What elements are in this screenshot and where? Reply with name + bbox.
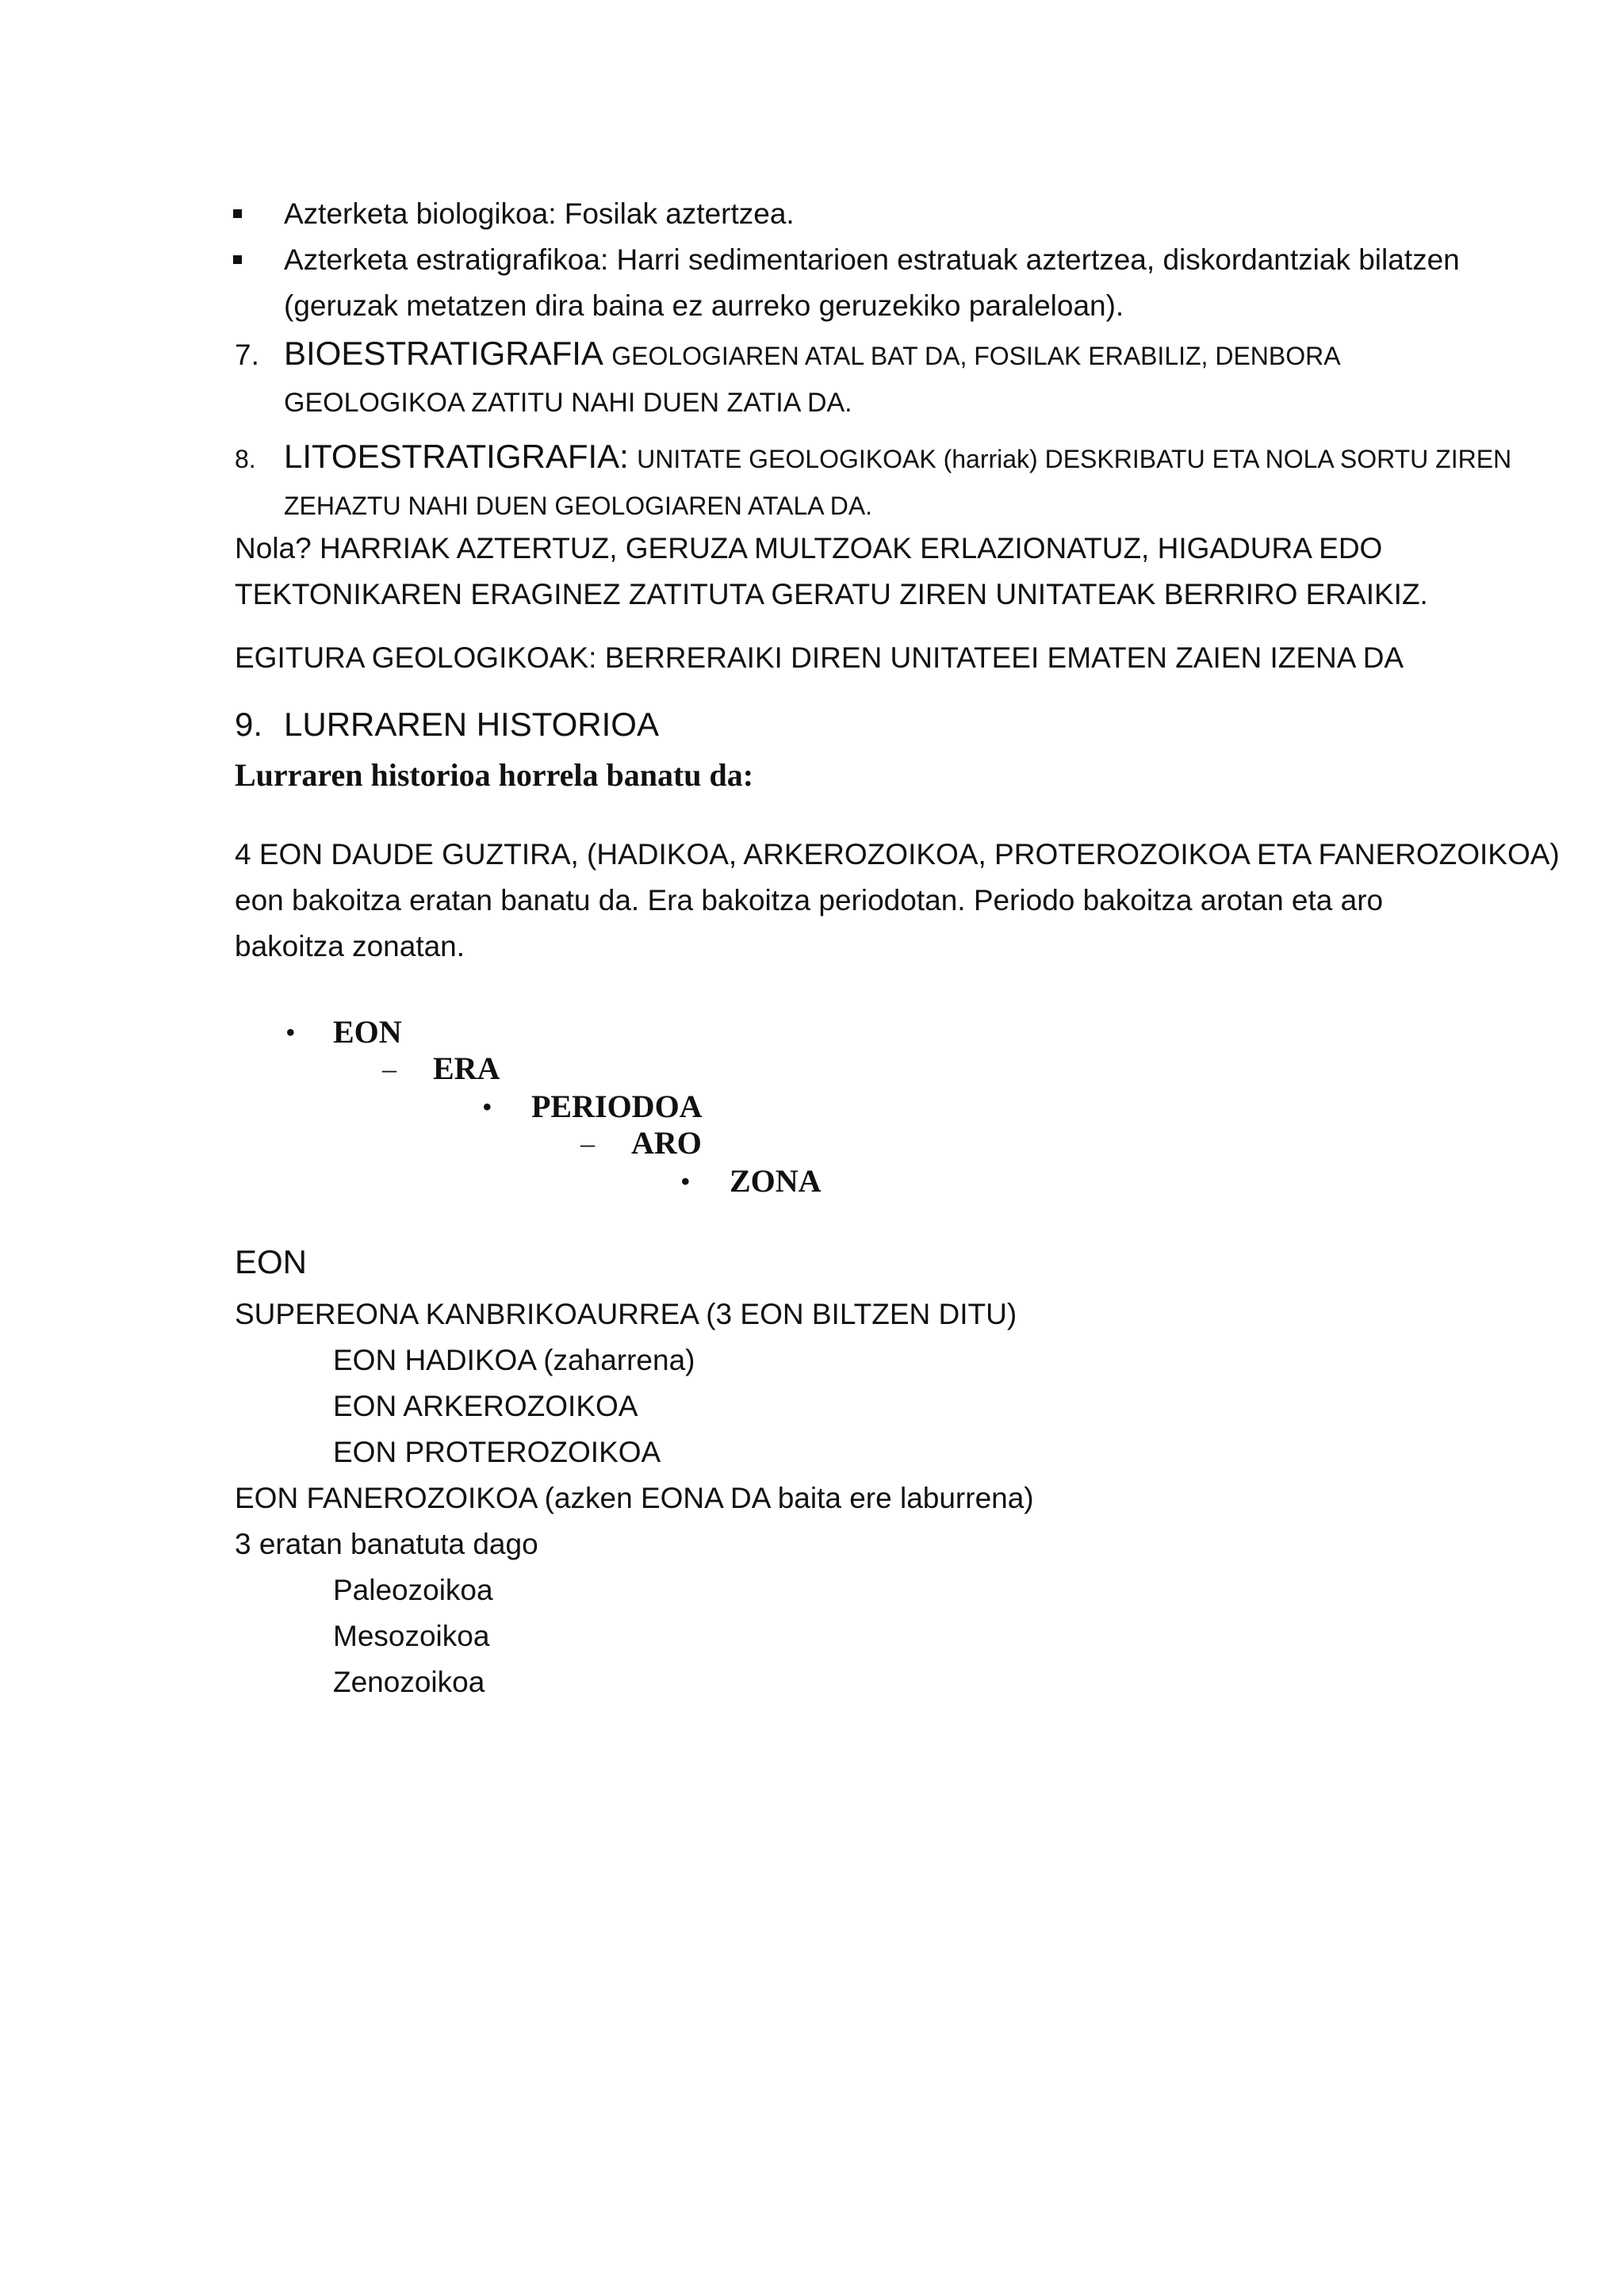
hierarchy-marker: • <box>285 1016 296 1048</box>
hierarchy-marker: • <box>482 1091 492 1123</box>
subtitle-lurraren-historioa: Lurraren historioa horrela banatu da: <box>235 757 754 793</box>
eratan-line: 3 eratan banatuta dago <box>235 1528 538 1560</box>
heading-9 <box>235 707 659 742</box>
bullet-biologikoa: Azterketa biologikoa: Fosilak aztertzea. <box>284 197 795 230</box>
hierarchy-periodoa: PERIODOA <box>531 1089 703 1124</box>
item-7-line1 <box>235 336 1341 373</box>
item-8-number: 8. <box>235 445 256 473</box>
era-list-item: Mesozoikoa <box>333 1620 490 1652</box>
hierarchy-marker: – <box>580 1127 595 1159</box>
item-8-line1 <box>235 439 1511 476</box>
hierarchy-marker: – <box>382 1053 396 1085</box>
paragraph-line3: bakoitza zonatan. <box>235 930 465 962</box>
nola-line2: TEKTONIKAREN ERAGINEZ ZATITUTA GERATU ZIREN UNITATEAK BERRIRO ERAIKIZ. <box>235 578 1428 610</box>
hierarchy-era: ERA <box>433 1050 500 1086</box>
supereona-line: SUPEREONA KANBRIKOAURREA (3 EON BILTZEN DITU) <box>235 1298 1017 1330</box>
hierarchy-zona: ZONA <box>730 1163 822 1199</box>
item-8-line2: ZEHAZTU NAHI DUEN GEOLOGIAREN ATALA DA. <box>284 492 873 520</box>
era-list-item: Paleozoikoa <box>333 1574 493 1606</box>
square-bullet-icon <box>233 255 242 264</box>
nola-line1: Nola? HARRIAK AZTERTUZ, GERUZA MULTZOAK ERLAZIONATUZ, HIGADURA EDO <box>235 532 1383 564</box>
item-8-term: LITOESTRATIGRAFIA: <box>284 438 629 475</box>
eon-heading: EON <box>235 1243 308 1280</box>
hierarchy-eon: EON <box>333 1014 402 1050</box>
heading-9-title: LURRAREN HISTORIOA <box>284 706 659 743</box>
paragraph-line2: eon bakoitza eratan banatu da. Era bakoitza periodotan. Periodo bakoitza arotan eta aro <box>235 884 1384 916</box>
eon-list-item: EON HADIKOA (zaharrena) <box>333 1344 695 1376</box>
eon-list-item: EON ARKEROZOIKOA <box>333 1390 638 1422</box>
item-7-number: 7. <box>235 339 259 371</box>
fanerozoikoa-line: EON FANEROZOIKOA (azken EONA DA baita ere laburrena) <box>235 1482 1034 1514</box>
hierarchy-aro: ARO <box>631 1125 702 1161</box>
heading-9-number: 9. <box>235 706 263 743</box>
eon-list-item: EON PROTEROZOIKOA <box>333 1436 661 1468</box>
era-list-item: Zenozoikoa <box>333 1666 485 1698</box>
item-7-term: BIOESTRATIGRAFIA <box>284 335 603 372</box>
bullet-estratigrafikoa-line2: (geruzak metatzen dira baina ez aurreko geruzekiko paraleloan). <box>284 289 1124 322</box>
egitura-geologikoak: EGITURA GEOLOGIKOAK: BERRERAIKI DIREN UNITATEEI EMATEN ZAIEN IZENA DA <box>235 641 1404 674</box>
item-7-rest: GEOLOGIAREN ATAL BAT DA, FOSILAK ERABILIZ, DENBORA <box>611 342 1341 370</box>
hierarchy-marker: • <box>680 1165 691 1197</box>
bullet-estratigrafikoa-line1: Azterketa estratigrafikoa: Harri sedimentarioen estratuak aztertzea, diskordantziak bilatzen <box>284 243 1460 276</box>
item-7-line2: GEOLOGIKOA ZATITU NAHI DUEN ZATIA DA. <box>284 388 852 418</box>
item-8-rest: UNITATE GEOLOGIKOAK (harriak) DESKRIBATU ETA NOLA SORTU ZIREN <box>637 445 1512 473</box>
square-bullet-icon <box>233 209 242 218</box>
paragraph-line1: 4 EON DAUDE GUZTIRA, (HADIKOA, ARKEROZOIKOA, PROTEROZOIKOA ETA FANEROZOIKOA) <box>235 838 1560 871</box>
